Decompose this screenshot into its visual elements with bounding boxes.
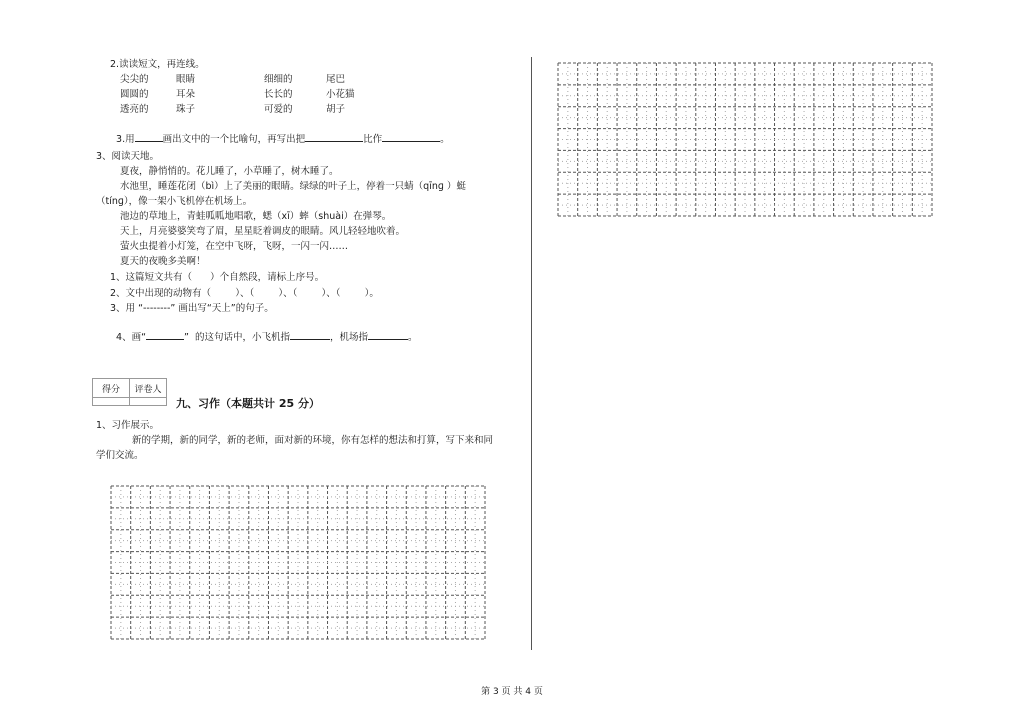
reading-paragraph: 水池里，睡莲花闭（bì）上了美丽的眼睛。绿绿的叶子上，停着一只蜻（qīnɡ ）蜓: [120, 181, 466, 192]
q2-word: 圆圆的: [120, 89, 149, 100]
essay-prompt: 新的学期，新的同学，新的老师，面对新的环境，你有怎样的想法和打算，写下来和同: [132, 435, 494, 446]
q2-word: 长长的: [264, 89, 293, 100]
essay-prompt: 学们交流。: [96, 450, 144, 461]
q3-line: [110, 120, 450, 146]
q4-text: 4、画“: [116, 332, 147, 343]
reading-paragraph: 夏夜，静悄悄的。花儿睡了，小草睡了，树木睡了。: [120, 166, 339, 177]
essay-subtitle: 1、习作展示。: [96, 420, 160, 431]
writing-grid[interactable]: [110, 485, 486, 640]
q2-word: 尖尖的: [120, 74, 149, 85]
score-entry[interactable]: [93, 396, 129, 405]
q2-word: 透亮的: [120, 104, 149, 115]
q2-word: 细细的: [264, 74, 293, 85]
q3-text: 3.用: [116, 134, 135, 145]
score-box-blank: [92, 396, 167, 406]
q3-text: 比作: [363, 134, 383, 145]
q2-word: 小花猫: [326, 89, 355, 100]
reading-paragraph: 夏天的夜晚多美啊！: [120, 256, 206, 267]
answer-blank[interactable]: [368, 330, 408, 340]
q3-text: 。: [440, 134, 450, 145]
q4-text: ，机场指: [329, 332, 368, 343]
answer-blank[interactable]: [135, 132, 163, 142]
answer-blank[interactable]: [305, 132, 363, 142]
score-label: 得分: [101, 384, 120, 395]
q4-text: 。: [408, 332, 418, 343]
reading-question: [110, 318, 418, 344]
reading-question: 3、用 “--------” 画出写“天上”的句子。: [110, 303, 274, 314]
reading-paragraph: （tínɡ），像一架小飞机停在机场上。: [96, 196, 253, 207]
answer-blank[interactable]: [382, 132, 440, 142]
reading-title: 3、阅读天地。: [96, 151, 160, 162]
reading-paragraph: 萤火虫提着小灯笼，在空中飞呀，飞呀，一闪一闪……: [120, 241, 349, 252]
q2-word: 珠子: [176, 104, 196, 115]
reading-question: 2、文中出现的动物有（ ）、（ ）、（ ）、（ ）。: [110, 288, 379, 299]
answer-blank[interactable]: [290, 330, 330, 340]
q2-title: 2.读读短文，再连线。: [110, 59, 205, 70]
grader-label: 评卷人: [129, 379, 166, 397]
page-footer: 第 3 页 共 4 页: [481, 687, 543, 697]
answer-blank[interactable]: [146, 330, 184, 340]
writing-grid[interactable]: [557, 62, 933, 217]
reading-paragraph: 池边的草地上，青蛙呱呱地唱歌，蟋（xī）蟀（shuài）在弹琴。: [120, 211, 392, 222]
reading-question: 1、这篇短文共有（ ）个自然段，请标上序号。: [110, 272, 325, 283]
q2-word: 尾巴: [326, 74, 346, 85]
q3-text: 画出文中的一个比喻句，再写出把: [162, 134, 306, 145]
q2-word: 可爱的: [264, 104, 293, 115]
reading-paragraph: 天上，月亮婆婆笑弯了眉，星星眨着调皮的眼睛。风儿轻轻地吹着。: [120, 226, 406, 237]
grader-entry[interactable]: [129, 396, 166, 405]
score-box: [92, 378, 167, 398]
column-divider: [531, 57, 532, 650]
q2-word: 眼睛: [176, 74, 196, 85]
q4-text: ” 的这句话中，小飞机指: [184, 332, 290, 343]
q2-word: 胡子: [326, 104, 346, 115]
section-title: 九、习作（本题共计 25 分）: [176, 397, 320, 410]
q2-word: 耳朵: [176, 89, 196, 100]
